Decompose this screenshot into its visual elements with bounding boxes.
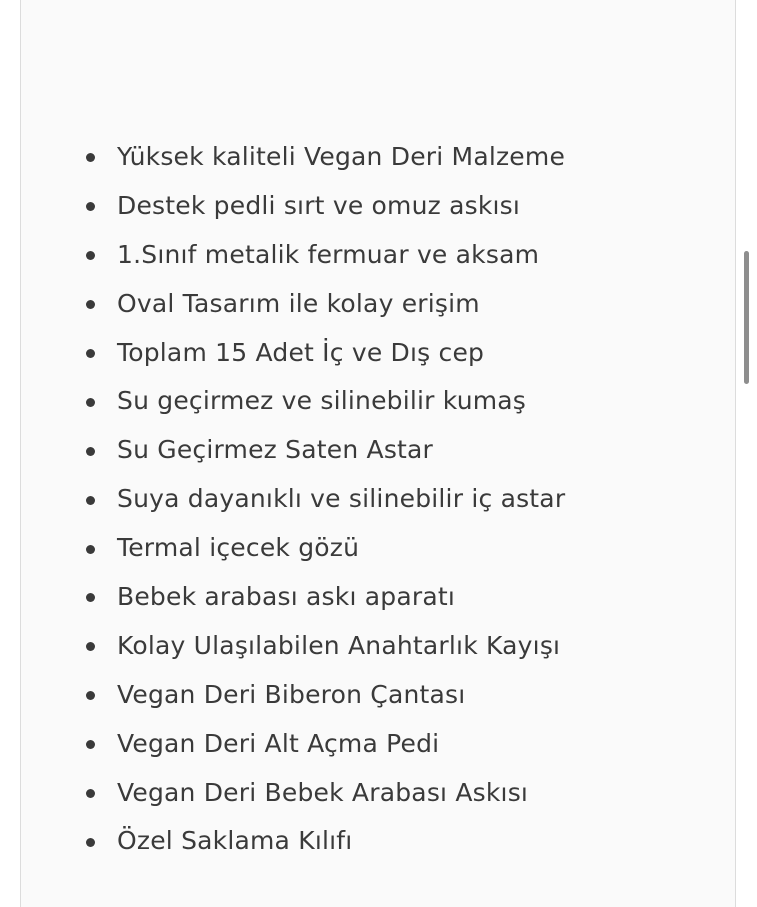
bullet-icon [86,593,95,602]
list-item [85,720,565,769]
feature-list [85,133,565,866]
list-item-text: Bebek arabası askı aparatı [117,582,456,612]
list-item [85,769,565,818]
list-item [85,622,565,671]
list-item [85,475,565,524]
list-item-text: Destek pedli sırt ve omuz askısı [117,190,521,220]
list-item-text: Toplam 15 Adet İç ve Dış cep [117,337,485,367]
list-item-text: Yüksek kaliteli Vegan Deri Malzeme [117,142,566,171]
list-item-text: 1.Sınıf metalik fermuar ve aksam [117,239,540,269]
list-item [85,329,565,378]
list-item [85,182,565,231]
content-panel [20,0,736,907]
list-item [85,573,565,622]
bullet-icon [86,789,95,798]
bullet-icon [86,398,95,407]
list-item [85,426,565,475]
list-item-text: Vegan Deri Alt Açma Pedi [117,728,440,758]
bullet-icon [86,447,95,456]
list-item [85,817,565,866]
list-item [85,377,565,426]
bullet-icon [86,153,95,162]
list-item-text: Termal içecek gözü [117,533,360,563]
list-item-text: Vegan Deri Biberon Çantası [117,679,466,709]
bullet-icon [86,300,95,309]
list-item-text: Oval Tasarım ile kolay erişim [117,288,480,318]
bullet-icon [86,691,95,700]
bullet-icon [86,202,95,211]
bullet-icon [86,251,95,260]
bullet-icon [86,349,95,358]
bullet-icon [86,838,95,847]
list-item-text: Kolay Ulaşılabilen Anahtarlık Kayışı [117,630,561,660]
list-item-text: Suya dayanıklı ve silinebilir iç astar [117,484,566,514]
list-item [85,280,565,329]
list-item-text: Özel Saklama Kılıfı [117,826,353,856]
list-item-text: Su geçirmez ve silinebilir kumaş [117,386,527,416]
bullet-icon [86,740,95,749]
list-item [85,231,565,280]
list-item [85,133,565,182]
list-item-text: Vegan Deri Bebek Arabası Askısı [117,777,529,807]
list-item [85,671,565,720]
bullet-icon [86,642,95,651]
list-item-text: Su Geçirmez Saten Astar [117,435,434,465]
scrollbar-thumb[interactable] [744,251,749,384]
list-item [85,524,565,573]
bullet-icon [86,496,95,505]
bullet-icon [86,545,95,554]
